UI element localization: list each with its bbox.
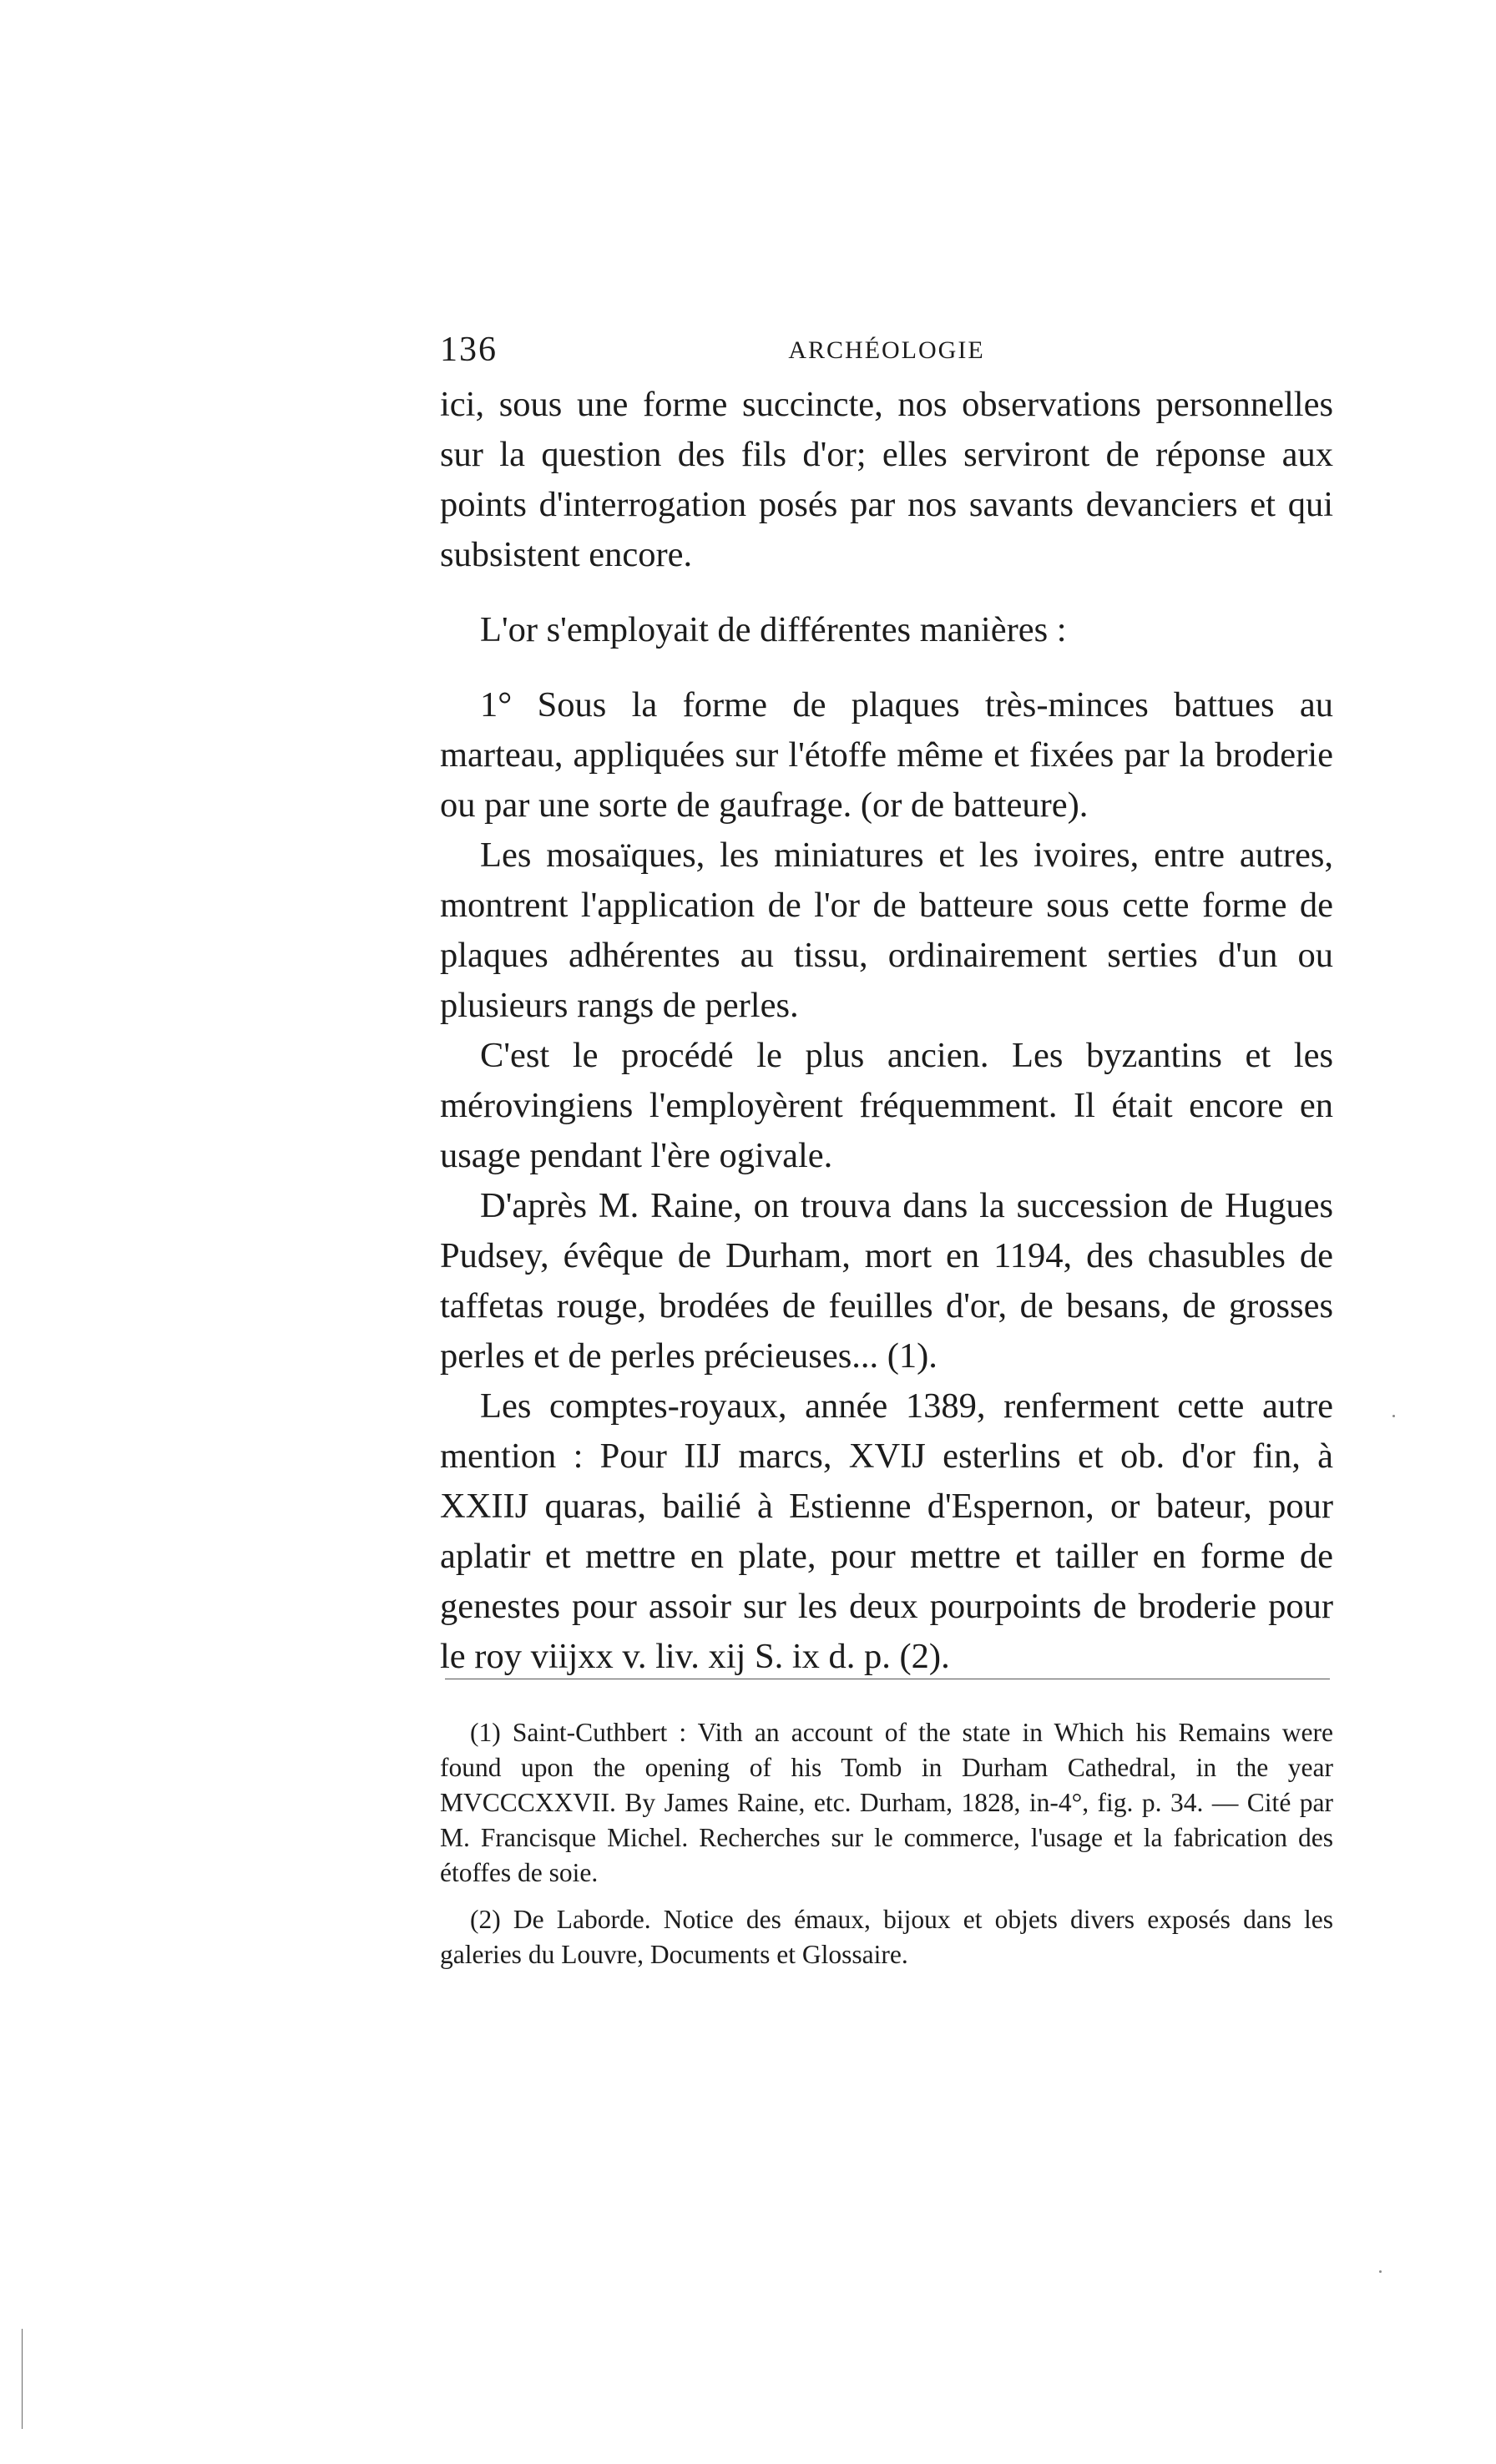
footnote-2: (2) De Laborde. Notice des émaux, bijoux et objets divers exposés dans les galeries du Louvre, Documents et Glossaire. [440, 1905, 1333, 1969]
running-head [440, 330, 1333, 371]
paragraph-continuation: ici, sous une forme succincte, nos observations personnelles sur la question des fils d'or; elles serviront de réponse aux points d'interrogation posés par nos savants devanciers et qui subsistent encore. [440, 385, 1333, 574]
page-number: 136 [440, 331, 498, 369]
paragraph-royal-accounts: Les comptes-royaux, année 1389, renferment cette autre mention : Pour IIJ marcs, XVIJ esterlins et ob. d'or fin, à XXIIJ quaras, bailié à Estienne d'Espernon, or bateur, pour aplatir et mettre en plate, pour mettre et tailler en forme de genestes pour assoir sur les deux pourpoints de broderie pour le roy viijxx v. liv. xij S. ix d. p. (2). [440, 1386, 1333, 1676]
scan-speck [1379, 2270, 1382, 2273]
paragraph-plates: 1° Sous la forme de plaques très-minces battues au marteau, appliquées sur l'étoffe même et fixées par la broderie ou par une sorte de gaufrage. (or de batteure). [440, 685, 1333, 825]
paragraph-mosaics: Les mosaïques, les miniatures et les ivoires, entre autres, montrent l'application de l'or de batteure sous cette forme de plaques adhérentes au tissu, ordinairement serties d'un ou plusieurs rangs de perles. [440, 836, 1333, 1025]
paragraph-raine: D'après M. Raine, on trouva dans la succession de Hugues Pudsey, évêque de Durham, mort en 1194, des chasubles de taffetas rouge, brodées de feuilles d'or, de besans, de grosses perles et de perles précieuses... (1). [440, 1186, 1333, 1376]
scan-margin-line [22, 2329, 23, 2429]
paragraph-oldest-process: C'est le procédé le plus ancien. Les byzantins et les mérovingiens l'employèrent fréquemment. Il était encore en usage pendant l'ère ogivale. [440, 1036, 1333, 1175]
footnote-1: (1) Saint-Cuthbert : Vith an account of the state in Which his Remains were found upon the opening of his Tomb in Durham Cathedral, in the year MVCCCXXVII. By James Raine, etc. Durham, 1828, in-4°, fig. p. 34. — Cité par M. Francisque Michel. Recherches sur le commerce, l'usage et la fabrication des étoffes de soie. [440, 1718, 1333, 1887]
paragraph-gold-usage: L'or s'employait de différentes manières : [480, 610, 1067, 649]
running-title: ARCHÉOLOGIE [788, 336, 985, 364]
scan-speck [1392, 1415, 1395, 1417]
footnotes [440, 1715, 1333, 1972]
body-text [440, 380, 1333, 1682]
